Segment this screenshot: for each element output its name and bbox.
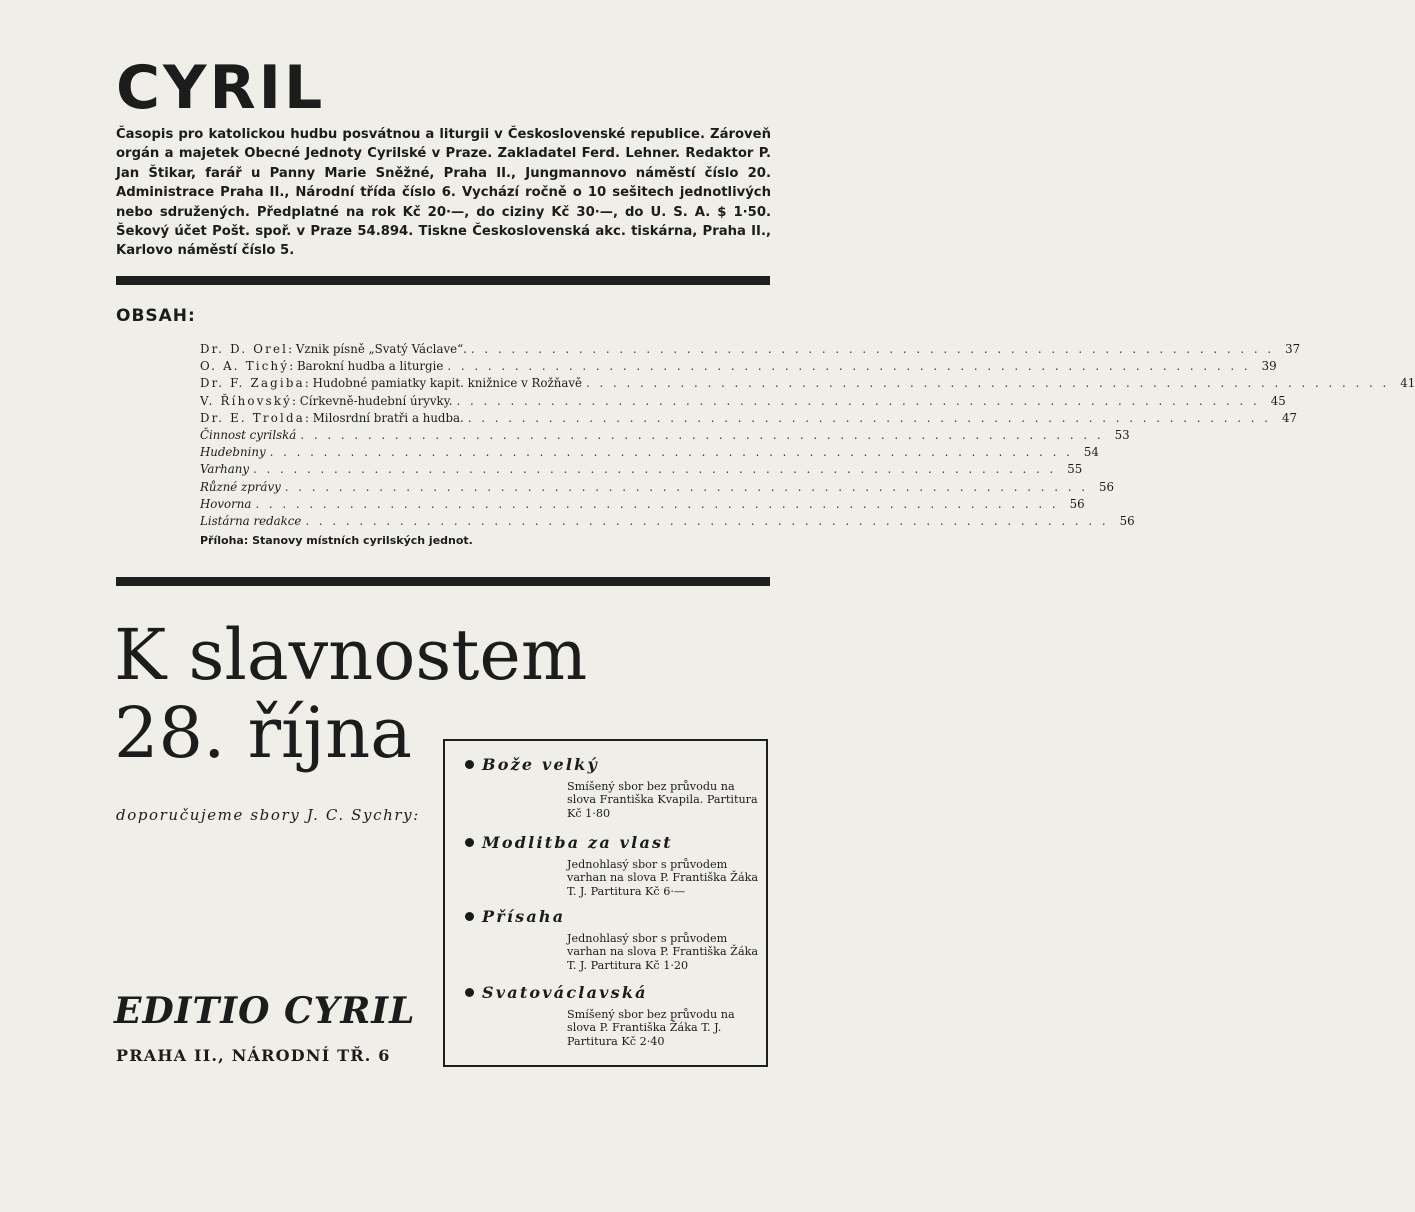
toc-leader: . . . . . . . . . . . . . . . . . . . . . . . . . . . . . . . . . . . . . . . . . . . . . . . . . . . . . . . . . . . . <box>269 445 1073 460</box>
toc-leader: . . . . . . . . . . . . . . . . . . . . . . . . . . . . . . . . . . . . . . . . . . . . . . . . . . . . . . . . . . . . <box>253 462 1057 477</box>
toc-title: Barokní hudba a liturgie <box>296 359 444 374</box>
toc-entry <box>200 462 1083 479</box>
toc-page: 45 <box>1270 393 1286 408</box>
toc-leader: . . . . . . . . . . . . . . . . . . . . . . . . . . . . . . . . . . . . . . . . . . . . . . . . . . . . . . . . . . . . <box>305 513 1109 528</box>
toc-leader: . . . . . . . . . . . . . . . . . . . . . . . . . . . . . . . . . . . . . . . . . . . . . . . . . . . . . . . . . . . . <box>447 359 1251 374</box>
headline-line-2: 28. října <box>114 692 412 774</box>
bullet-icon <box>465 838 474 847</box>
bullet-icon <box>465 988 474 997</box>
toc-leader: . . . . . . . . . . . . . . . . . . . . . . . . . . . . . . . . . . . . . . . . . . . . . . . . . . . . . . . . . . . . <box>300 427 1104 442</box>
toc-entry: Dr. F. Zagiba: Hudobné pamiatky kapit. knižnice v Rožňavě . . . . . . . . . . . . . . . . . . . . . . . . . . . . . . . . . . . . . . . . . . . . . . . . . . . . . . . . . . . . 41 <box>200 376 1415 391</box>
work-title: Přísaha <box>482 907 566 926</box>
headline-line-1: K slavnostem <box>114 614 588 696</box>
toc-title: Hudebniny <box>200 445 266 460</box>
publisher-address: PRAHA II., NÁRODNÍ TŘ. 6 <box>116 1046 391 1065</box>
toc-entry <box>200 445 1099 462</box>
work-description: Jednohlasý sbor s průvodem varhan na slova P. Františka Žáka T. J. Partitura Kč 1·20 <box>567 932 759 972</box>
works-box <box>443 739 768 1067</box>
toc-page: 53 <box>1114 427 1130 442</box>
toc-author: V. Říhovský <box>200 393 293 408</box>
toc-entry <box>200 479 1115 497</box>
toc-page: 56 <box>1069 496 1085 511</box>
recommendation-text: doporučujeme sbory J. C. Sychry: <box>116 806 420 824</box>
table-of-contents <box>200 342 1415 548</box>
work-title: Modlitba za vlast <box>482 833 673 852</box>
work-item <box>465 833 767 898</box>
toc-entry: O. A. Tichý: Barokní hudba a liturgie . . . . . . . . . . . . . . . . . . . . . . . . . . . . . . . . . . . . . . . . . . . . . . . . . . . . . . . . . . . . 39 <box>200 359 1277 374</box>
toc-leader: . . . . . . . . . . . . . . . . . . . . . . . . . . . . . . . . . . . . . . . . . . . . . . . . . . . . . . . . . . . . <box>284 479 1089 494</box>
toc-page: 47 <box>1282 410 1298 425</box>
toc-author: Dr. D. Orel <box>200 342 289 356</box>
work-item <box>465 983 767 1048</box>
work-description: Smíšený sbor bez průvodu na slova P. Františka Žáka T. J. Partitura Kč 2·40 <box>567 1008 735 1048</box>
work-description: Jednohlasý sbor s průvodem varhan na slova P. Františka Žáka T. J. Partitura Kč 6·— <box>567 858 759 898</box>
toc-entry <box>200 513 1135 531</box>
divider-rule <box>116 276 770 285</box>
toc-page: 56 <box>1119 513 1135 528</box>
toc-leader: . . . . . . . . . . . . . . . . . . . . . . . . . . . . . . . . . . . . . . . . . . . . . . . . . . . . . . . . . . . . <box>467 410 1272 425</box>
toc-leader: . . . . . . . . . . . . . . . . . . . . . . . . . . . . . . . . . . . . . . . . . . . . . . . . . . . . . . . . . . . . <box>586 376 1390 391</box>
toc-title: Milosrdní bratři a hudba. <box>312 410 464 425</box>
toc-page: 56 <box>1099 479 1115 494</box>
divider-rule <box>116 577 770 586</box>
toc-title: Listárna redakce <box>200 513 302 528</box>
work-title: Bože velký <box>482 755 599 774</box>
toc-entry: Dr. D. Orel: Vznik písně „Svatý Václave“. . . . . . . . . . . . . . . . . . . . . . . . . . . . . . . . . . . . . . . . . . . . . . . . . . . . . . . . . . . . . 37 <box>200 342 1301 356</box>
toc-leader: . . . . . . . . . . . . . . . . . . . . . . . . . . . . . . . . . . . . . . . . . . . . . . . . . . . . . . . . . . . . <box>255 496 1059 511</box>
toc-author: Dr. E. Trolda <box>200 410 305 425</box>
toc-entry: Dr. E. Trolda: Milosrdní bratři a hudba. . . . . . . . . . . . . . . . . . . . . . . . . . . . . . . . . . . . . . . . . . . . . . . . . . . . . . . . . . . . . 47 <box>200 410 1298 425</box>
publication-info: Časopis pro katolickou hudbu posvátnou a liturgii v Československé republice. Zároveň orgán a majetek Obecné Jednoty Cyrilské v Praze. Zakladatel Ferd. Lehner. Redaktor P. Jan Štikar, farář u Panny Marie Sněžné, Praha II., Jungmannovo náměstí číslo 20. Administrace Praha II., Národní třída číslo 6. Vychází ročně o 10 sešitech jednotlivých nebo sdružených. Předplatné na rok Kč 20·—, do ciziny Kč 30·—, do U. S. A. $ 1·50. Šekový účet Pošt. spoř. v Praze 54.894. Tiskne Československá akc. tiskárna, Praha II., Karlovo náměstí číslo 5. <box>116 127 771 259</box>
toc-title: Hovorna <box>200 496 252 511</box>
toc-entry <box>200 427 1130 445</box>
toc-title: Činnost cyrilská <box>200 427 297 442</box>
toc-page: 39 <box>1261 359 1277 374</box>
work-item <box>465 755 767 820</box>
work-item <box>465 907 767 972</box>
toc-page: 41 <box>1400 376 1415 391</box>
toc-title: Vznik písně „Svatý Václave“. <box>295 342 467 356</box>
toc-title: Hudobné pamiatky kapit. knižnice v Rožňavě <box>312 376 583 391</box>
toc-title: Církevně-hudební úryvky. <box>299 393 453 408</box>
bullet-icon <box>465 760 474 769</box>
publisher-name: EDITIO CYRIL <box>114 990 416 1032</box>
appendix-note: Příloha: Stanovy místních cyrilských jednot. <box>200 534 473 548</box>
toc-page: 55 <box>1067 462 1083 477</box>
bullet-icon <box>465 912 474 921</box>
toc-entry <box>200 496 1085 514</box>
toc-entry: V. Říhovský: Církevně-hudební úryvky. . . . . . . . . . . . . . . . . . . . . . . . . . . . . . . . . . . . . . . . . . . . . . . . . . . . . . . . . . . . . 45 <box>200 393 1286 408</box>
toc-page: 54 <box>1083 445 1099 460</box>
toc-title: Různé zprávy <box>200 479 281 494</box>
contents-heading: OBSAH: <box>116 306 196 326</box>
toc-author: O. A. Tichý <box>200 359 290 374</box>
masthead-title: CYRIL <box>116 53 326 123</box>
toc-page: 37 <box>1285 342 1301 356</box>
work-title: Svatováclavská <box>482 983 648 1002</box>
toc-title: Varhany <box>200 462 250 477</box>
toc-author: Dr. F. Zagiba <box>200 376 305 391</box>
toc-leader: . . . . . . . . . . . . . . . . . . . . . . . . . . . . . . . . . . . . . . . . . . . . . . . . . . . . . . . . . . . . <box>470 342 1275 356</box>
work-description: Smíšený sbor bez průvodu na slova Františka Kvapila. Partitura Kč 1·80 <box>567 780 758 820</box>
toc-leader: . . . . . . . . . . . . . . . . . . . . . . . . . . . . . . . . . . . . . . . . . . . . . . . . . . . . . . . . . . . . <box>456 393 1260 408</box>
